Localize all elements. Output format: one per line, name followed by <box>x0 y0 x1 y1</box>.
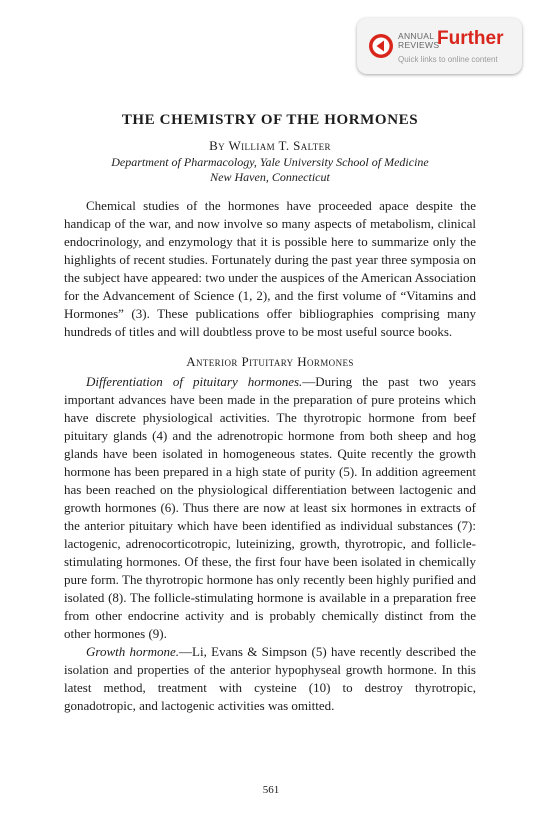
play-arrow-icon <box>368 33 394 59</box>
section-heading: Anterior Pituitary Hormones <box>186 354 354 369</box>
differentiation-paragraph <box>64 373 476 643</box>
article-title: THE CHEMISTRY OF THE HORMONES <box>121 112 419 128</box>
growth-paragraph <box>64 643 476 715</box>
author-affiliation: Department of Pharmacology, Yale University School of Medicine <box>111 155 429 169</box>
article-body <box>64 110 476 715</box>
badge-tagline: Quick links to online content <box>398 55 498 64</box>
further-badge[interactable] <box>357 18 522 74</box>
differentiation-title: Differentiation of pituitary hormones. <box>86 374 303 389</box>
badge-further-label: Further <box>437 28 504 49</box>
page-number: 561 <box>262 784 280 796</box>
author-location: New Haven, Connecticut <box>210 170 330 184</box>
differentiation-text: —During the past two years important advances have been made in the preparation of pure proteins which have discrete physiological activities. The thyrotropic hormone from beef pituitary glands (4) and the adrenotropic hormone from both sheep and hog glands have been isolated in homogeneous states. Quite recently the growth hormone has been prepared in a high state of purity (5). In addition agreement has been reached on the physiological differentiation between lactogenic and growth hormones (6). Thus there are now at least six hormones in extracts of the anterior pituitary which have been identified as individual substances (7): lactogenic, adrenocorticotropic, luteinizing, growth, thyrotropic, and follicle-stimulating hormones. Of these, the first four have been isolated in chemically pure form. The thyrotropic hormone has only recently been highly purified and isolated (8). The follicle-stimulating hormone is available in a preparation free from other endocrine activity and is probably chemically distinct from the other hormones (9). <box>64 374 476 641</box>
badge-annual-label: ANNUAL <box>398 31 435 41</box>
growth-text: —Li, Evans & Simpson (5) have recently described the isolation and properties of the anterior hypophyseal growth hormone. In this latest method, treatment with cysteine (10) to destroy thyrotropic, gonadotropic, and lactogenic activities was omitted. <box>64 644 476 713</box>
article-author: By William T. Salter <box>209 138 331 153</box>
badge-reviews-label: REVIEWS <box>398 40 440 50</box>
intro-paragraph: Chemical studies of the hormones have proceeded apace despite the handicap of the war, and now involve so many aspects of metabolism, clinical endocrinology, and enzymology that it is possible here to summarize only the highlights of recent studies. Fortunately during the past year three symposia on the subject have appeared: two under the auspices of the American Association for the Advancement of Science (1, 2), and the first volume of “Vitamins and Hormones” (3). These publications offer bibliographies comprising many hundreds of titles and will doubtless prove to be most useful source books. <box>64 198 476 339</box>
growth-title: Growth hormone. <box>86 644 180 659</box>
